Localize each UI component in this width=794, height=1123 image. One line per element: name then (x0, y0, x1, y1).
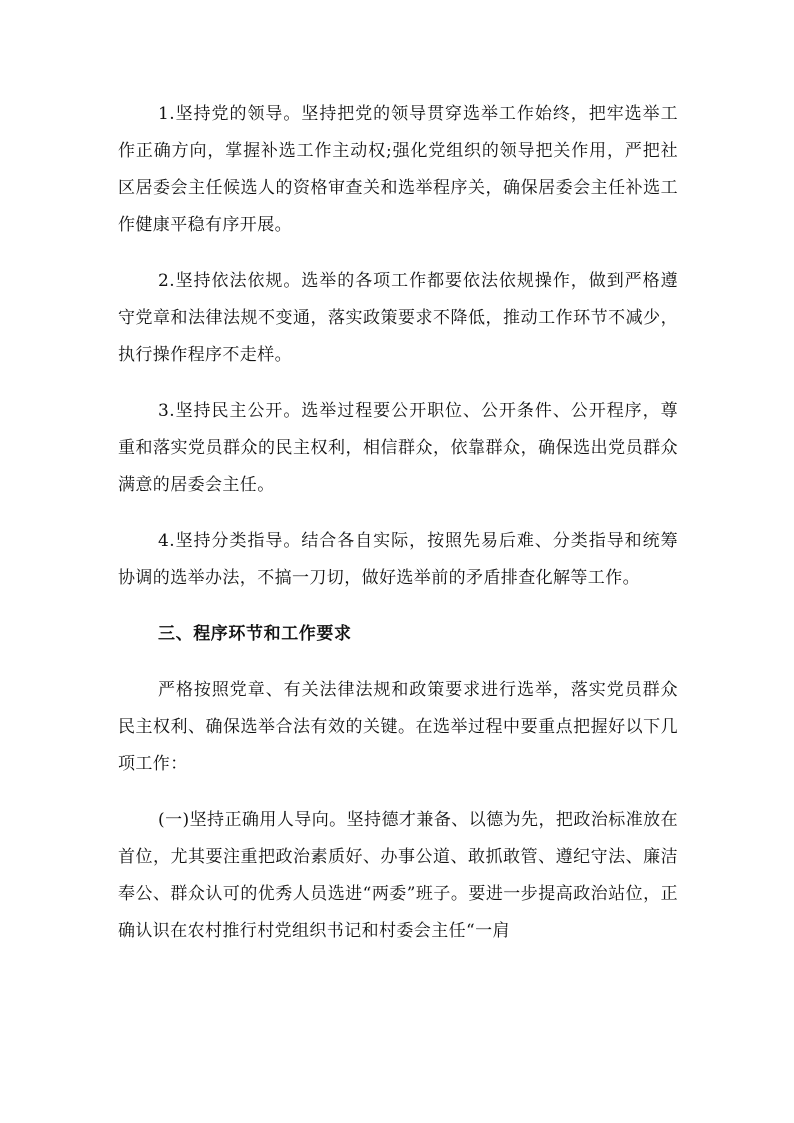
document-body (118, 96, 678, 950)
principle-legal-paragraph: 2.坚持依法依规。选举的各项工作都要依法依规操作，做到严格遵守党章和法律法规不变通，落实政策要求不降低，推动工作环节不减少，执行操作程序不走样。 (118, 271, 678, 365)
section-intro-paragraph: 严格按照党章、有关法律法规和政策要求进行选举，落实党员群众民主权利、确保选举合法有效的关键。在选举过程中要重点把握好以下几项工作： (118, 680, 678, 774)
principle-democracy-paragraph: 3.坚持民主公开。选举过程要公开职位、公开条件、公开程序，尊重和落实党员群众的民主权利，相信群众，依靠群众，确保选出党员群众满意的居委会主任。 (118, 401, 678, 495)
principle-guidance-paragraph: 4.坚持分类指导。结合各自实际，按照先易后难、分类指导和统筹协调的选举办法，不搞一刀切，做好选举前的矛盾排查化解等工作。 (118, 531, 678, 588)
section-heading: 三、程序环节和工作要求 (158, 624, 352, 644)
item-one-paragraph: (一)坚持正确用人导向。坚持德才兼备、以德为先，把政治标准放在首位，尤其要注重把政治素质好、办事公道、敢抓敢管、遵纪守法、廉洁奉公、群众认可的优秀人员选进“两委”班子。要进一步提高政治站位，正确认识在农村推行村党组织书记和村委会主任“一肩 (118, 810, 678, 941)
principle-leadership-paragraph: 1.坚持党的领导。坚持把党的领导贯穿选举工作始终，把牢选举工作正确方向，掌握补选工作主动权;强化党组织的领导把关作用，严把社区居委会主任候选人的资格审查关和选举程序关，确保居委会主任补选工作健康平稳有序开展。 (118, 104, 678, 235)
